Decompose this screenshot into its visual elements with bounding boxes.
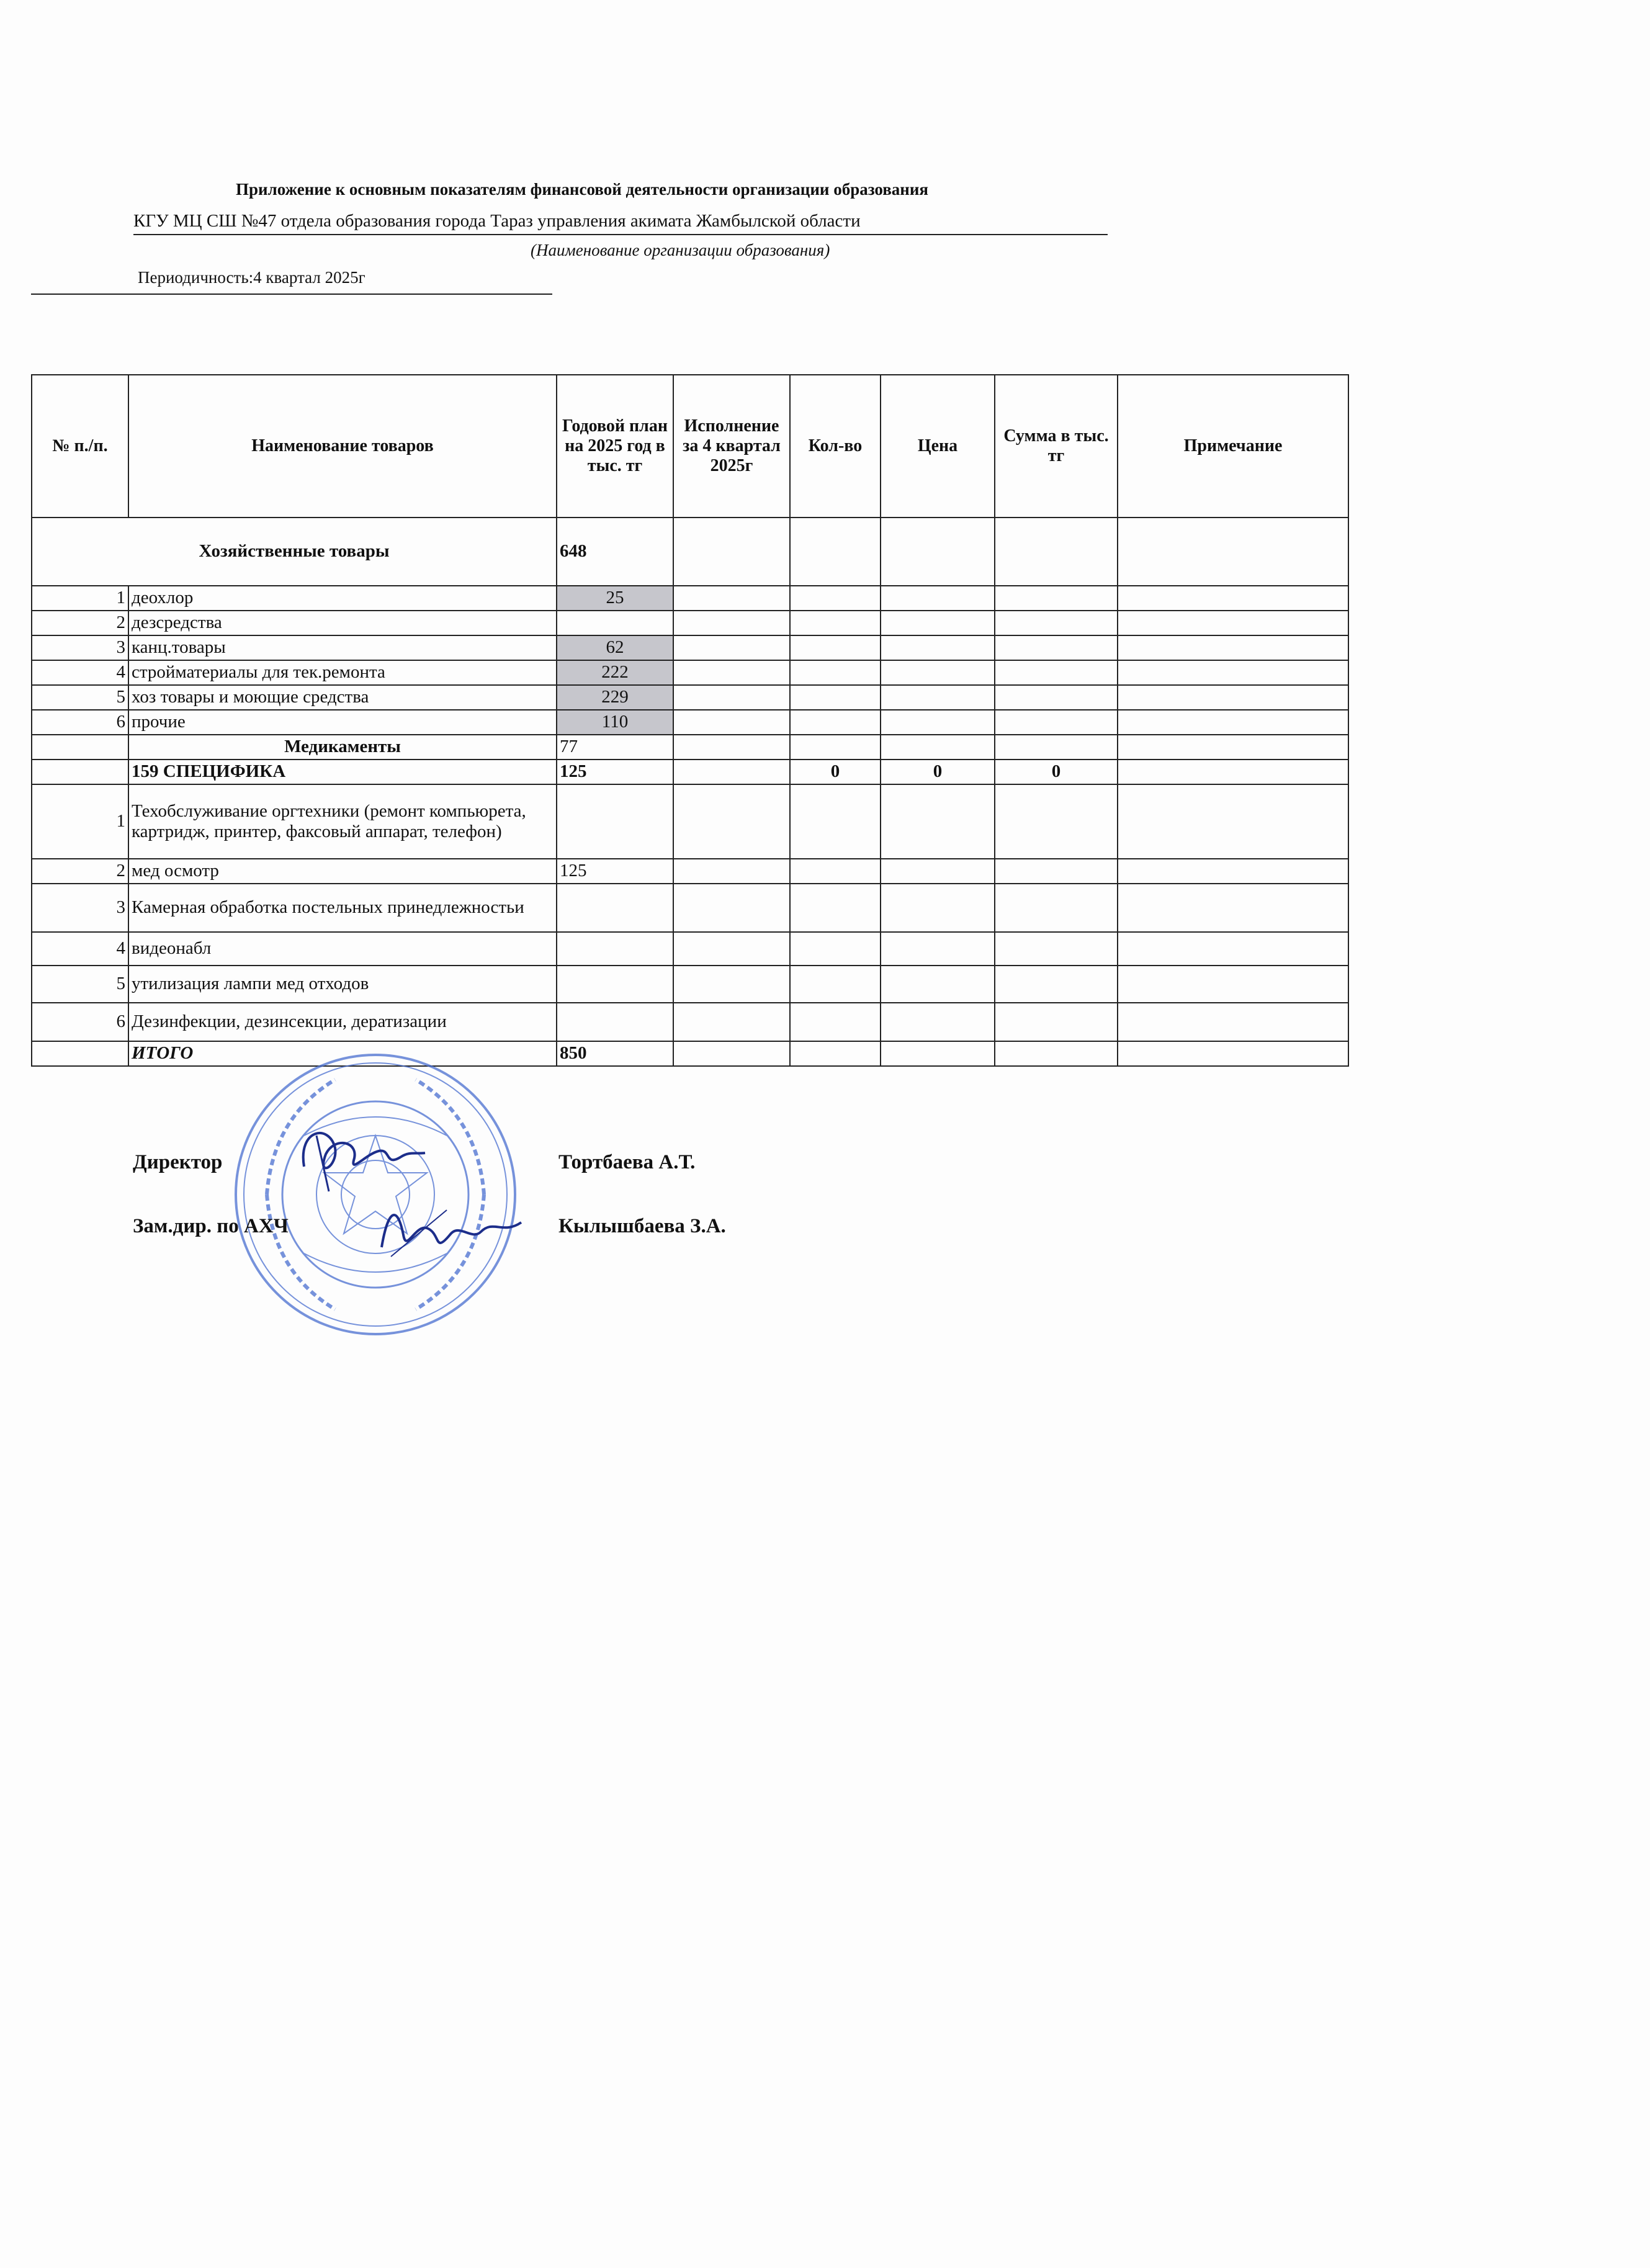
row-plan: 229	[557, 685, 673, 710]
document-title: Приложение к основным показателям финансовой деятельности организации образования	[236, 180, 929, 199]
row-num: 5	[32, 966, 128, 1003]
row-num: 6	[32, 1003, 128, 1041]
deputy-title: Зам.дир. по АХЧ	[133, 1215, 289, 1237]
table-row	[32, 685, 1348, 710]
row-plan: 110	[557, 710, 673, 735]
table-row	[32, 932, 1348, 966]
row-name: утилизация лампи мед отходов	[128, 966, 557, 1003]
periodicity	[31, 268, 552, 295]
goods-table	[31, 374, 1349, 1067]
section-medicine-row	[32, 735, 1348, 760]
director-title: Директор	[133, 1151, 223, 1173]
section-household-plan: 648	[557, 518, 673, 586]
row-name: видеонабл	[128, 932, 557, 966]
section-medicine-label: Медикаменты	[128, 735, 557, 760]
row-plan: 25	[557, 586, 673, 611]
table-row	[32, 660, 1348, 685]
col-header-plan: Годовой план на 2025 год в тыс. тг	[557, 375, 673, 518]
row-name: Техобслуживание оргтехники (ремонт компьюрета, картридж, принтер, факсовый аппарат, телефон)	[128, 784, 557, 859]
table-row	[32, 966, 1348, 1003]
row-plan	[557, 884, 673, 932]
row-name: дезсредства	[128, 611, 557, 635]
section-spec-sum: 0	[995, 760, 1118, 784]
row-name: стройматериалы для тек.ремонта	[128, 660, 557, 685]
table-row	[32, 884, 1348, 932]
section-spec-price: 0	[881, 760, 995, 784]
director-signature-icon	[292, 1117, 434, 1198]
total-plan: 850	[557, 1041, 673, 1066]
deputy-name: Кылышбаева З.А.	[558, 1215, 726, 1237]
col-header-qty: Кол-во	[790, 375, 881, 518]
table-row	[32, 611, 1348, 635]
table-row	[32, 784, 1348, 859]
row-num: 3	[32, 635, 128, 660]
table-row	[32, 710, 1348, 735]
row-plan: 62	[557, 635, 673, 660]
row-name: Камерная обработка постельных принедлежностьи	[128, 884, 557, 932]
col-header-note: Примечание	[1118, 375, 1348, 518]
row-name: прочие	[128, 710, 557, 735]
table-row	[32, 635, 1348, 660]
section-spec-label: 159 СПЕЦИФИКА	[128, 760, 557, 784]
row-name: деохлор	[128, 586, 557, 611]
row-plan: 125	[557, 859, 673, 884]
row-num: 3	[32, 884, 128, 932]
row-name: Дезинфекции, дезинсекции, дератизации	[128, 1003, 557, 1041]
row-num: 1	[32, 784, 128, 859]
row-plan	[557, 966, 673, 1003]
col-header-num: № п./п.	[32, 375, 128, 518]
section-spec-qty: 0	[790, 760, 881, 784]
row-num: 4	[32, 932, 128, 966]
col-header-price: Цена	[881, 375, 995, 518]
table-row	[32, 1003, 1348, 1041]
organization-name: КГУ МЦ СШ №47 отдела образования города Тараз управления акимата Жамбылской области	[133, 211, 1108, 235]
row-num: 2	[32, 859, 128, 884]
row-plan	[557, 611, 673, 635]
row-name: мед осмотр	[128, 859, 557, 884]
row-plan: 222	[557, 660, 673, 685]
total-label: ИТОГО	[128, 1041, 557, 1066]
section-medicine-plan: 77	[557, 735, 673, 760]
row-name: канц.товары	[128, 635, 557, 660]
row-plan	[557, 784, 673, 859]
deputy-signature-icon	[372, 1198, 534, 1266]
periodicity-text: Периодичность:4 квартал 2025г	[138, 268, 365, 287]
organization-caption: (Наименование организации образования)	[531, 241, 830, 259]
col-header-execution: Исполнение за 4 квартал 2025г	[673, 375, 790, 518]
row-num: 2	[32, 611, 128, 635]
row-num: 1	[32, 586, 128, 611]
table-header-row	[32, 375, 1348, 518]
section-spec-row	[32, 760, 1348, 784]
row-plan	[557, 932, 673, 966]
row-name: хоз товары и моющие средства	[128, 685, 557, 710]
table-row	[32, 859, 1348, 884]
table-row	[32, 586, 1348, 611]
col-header-name: Наименование товаров	[128, 375, 557, 518]
row-num: 6	[32, 710, 128, 735]
section-spec-plan: 125	[557, 760, 673, 784]
row-num: 5	[32, 685, 128, 710]
row-plan	[557, 1003, 673, 1041]
section-household-label: Хозяйственные товары	[32, 518, 557, 586]
col-header-sum: Сумма в тыс. тг	[995, 375, 1118, 518]
director-name: Тортбаева А.Т.	[558, 1151, 696, 1173]
section-household-row	[32, 518, 1348, 586]
row-num: 4	[32, 660, 128, 685]
